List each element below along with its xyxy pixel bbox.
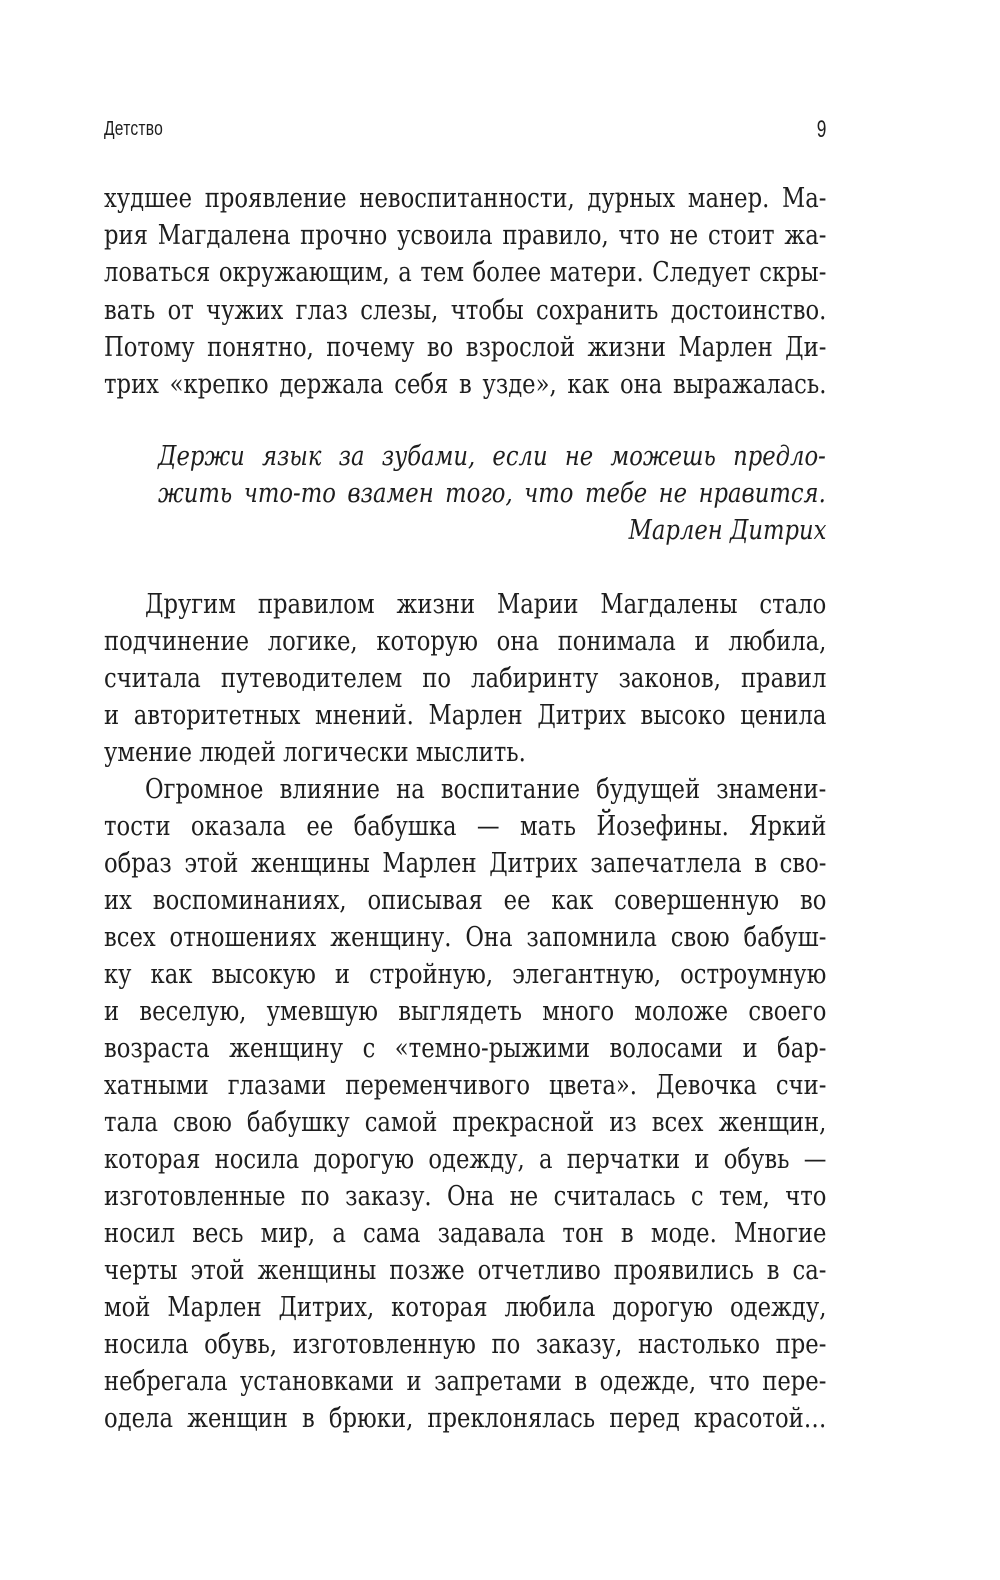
text-line: Другим правилом жизни Марии Магдалены стало [145, 589, 827, 620]
running-header [104, 118, 826, 150]
text-line: которая носила дорогую одежду, а перчатки и обувь — [104, 1144, 827, 1175]
text-line: черты этой женщины позже отчетливо проявились в са- [104, 1255, 827, 1286]
text-line: всех отношениях женщину. Она запомнила свою бабуш- [104, 922, 827, 953]
text-line: Огромное влияние на воспитание будущей знамени- [145, 774, 827, 805]
text-line: образ этой женщины Марлен Дитрих запечатлела в сво- [104, 848, 827, 879]
text-line: вать от чужих глаз слезы, чтобы сохранить достоинство. [104, 295, 827, 326]
text-line: тала свою бабушку самой прекрасной из всех женщин, [104, 1107, 827, 1138]
text-line: считала путеводителем по лабиринту законов, правил [104, 663, 827, 694]
text-line: небрегала установками и запретами в одежде, что пере- [104, 1366, 827, 1397]
text-line: худшее проявление невоспитанности, дурных манер. Ма- [104, 183, 827, 214]
text-line: их воспоминаниях, описывая ее как совершенную во [104, 885, 827, 916]
text-line: подчинение логике, которую она понимала и любила, [104, 626, 827, 657]
text-line: тости оказала ее бабушка — мать Йозефины. Яркий [104, 811, 827, 842]
text-line: ку как высокую и стройную, элегантную, остроумную [104, 959, 827, 990]
page-number: 9 [816, 116, 826, 143]
quote-author: Марлен Дитрих [628, 515, 826, 546]
text-line: и веселую, умевшую выглядеть много моложе своего [104, 996, 827, 1027]
text-line: одела женщин в брюки, преклонялась перед красотой… [104, 1403, 827, 1434]
text-line: трих «крепко держала себя в узде», как она выражалась. [104, 369, 827, 400]
text-line: Потому понятно, почему во взрослой жизни Марлен Ди- [104, 332, 827, 363]
text-line: ловаться окружающим, а тем более матери. Следует скры- [104, 257, 827, 288]
text-line: рия Магдалена прочно усвоила правило, что не стоит жа- [104, 220, 827, 251]
text-line: носила обувь, изготовленную по заказу, настолько пре- [104, 1329, 827, 1360]
text-line: мой Марлен Дитрих, которая любила дорогую одежду, [104, 1292, 827, 1323]
text-line: умение людей логически мыслить. [104, 737, 526, 768]
text-line: возраста женщину с «темно-рыжими волосами и бар- [104, 1033, 827, 1064]
text-line: и авторитетных мнений. Марлен Дитрих высоко ценила [104, 700, 827, 731]
text-line: изготовленные по заказу. Она не считалась с тем, что [104, 1181, 827, 1212]
text-line: хатными глазами переменчивого цвета». Девочка счи- [104, 1070, 827, 1101]
quote-line: жить что-то взамен того, что тебе не нравится. [158, 478, 826, 509]
text-line: носил весь мир, а сама задавала тон в моде. Многие [104, 1218, 827, 1249]
quote-line: Держи язык за зубами, если не можешь предло- [158, 441, 826, 472]
running-title: Детство [104, 118, 164, 140]
